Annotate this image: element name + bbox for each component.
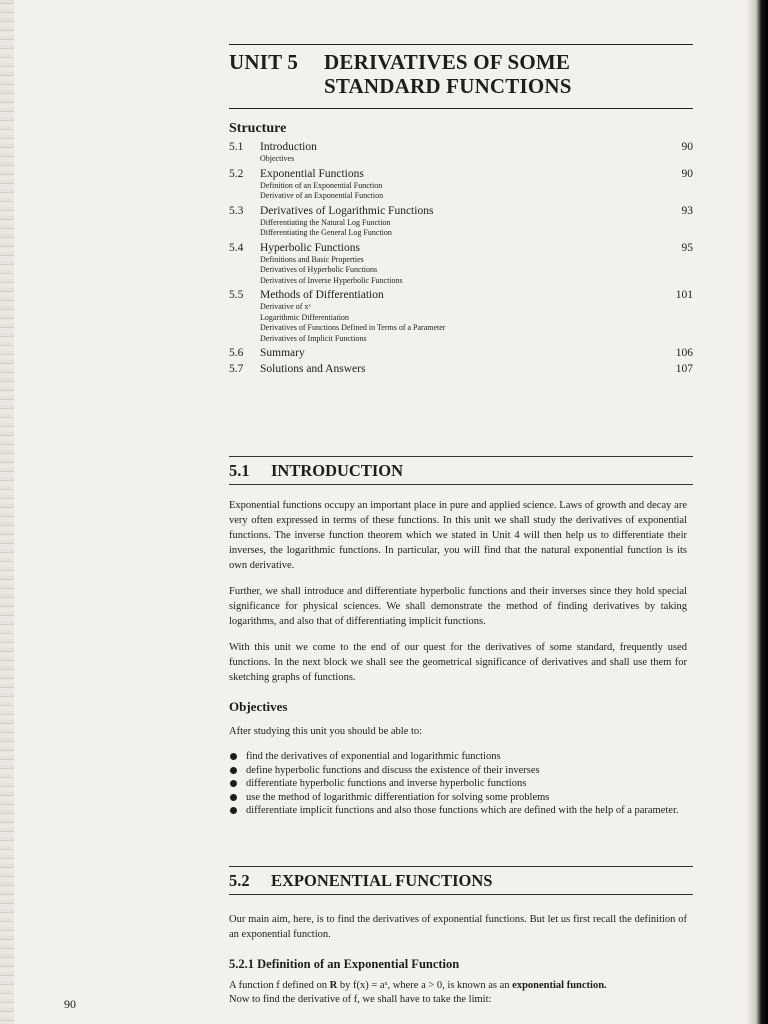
toc-entry-number: 5.5 (229, 289, 244, 301)
toc-entry-title: Hyperbolic Functions (260, 241, 360, 254)
subsection-5-2-1-heading: 5.2.1 Definition of an Exponential Function (229, 957, 460, 971)
toc-entry-page: 90 (681, 167, 693, 180)
bullet-icon (230, 794, 237, 801)
section-5-1-number: 5.1 (229, 461, 250, 480)
toc-subentry: Derivative of xˣ (260, 302, 311, 311)
toc-entry-number: 5.7 (229, 363, 244, 375)
scan-edge-right (746, 0, 768, 1024)
toc-entry-title: Introduction (260, 141, 317, 153)
toc-entry-page: 101 (675, 289, 693, 301)
toc-subentry: Derivatives of Implicit Functions (260, 333, 367, 343)
objective-text: find the derivatives of exponential and logarithmic functions (246, 751, 501, 762)
exponential-intro-paragraph: Our main aim, here, is to find the derivatives of exponential functions. But let us first recall the definition of an exponential function. (229, 914, 687, 940)
objective-item (229, 764, 687, 778)
toc-subentry: Definitions and Basic Properties (260, 254, 364, 264)
intro-paragraph-3: With this unit we come to the end of our quest for the derivatives of some standard, frequently used functions. In the next block we shall see the geometrical significance of derivatives and shall use them for sketching graphs of functions. (229, 642, 687, 683)
toc-entry-page: 90 (681, 141, 693, 153)
scan-edge-left (0, 0, 14, 1024)
objective-item (229, 791, 687, 805)
objective-item (229, 804, 687, 818)
section-5-2-heading (229, 871, 693, 891)
definition-text-b: by f(x) = aˣ, where a > 0, is known as an (337, 980, 513, 991)
toc-entry-number: 5.3 (229, 204, 244, 217)
objectives-intro: After studying this unit you should be able to: (229, 726, 423, 737)
page-number: 90 (64, 997, 76, 1011)
toc-subentry: Differentiating the General Log Function (260, 228, 392, 237)
real-numbers-symbol: R (329, 980, 338, 991)
toc-entry-page: 106 (675, 347, 693, 359)
toc-entry-title: Derivatives of Logarithmic Functions (260, 204, 434, 217)
section-5-1-bottom-rule (229, 484, 693, 485)
toc-entry-number: 5.6 (229, 347, 244, 359)
toc-entry-page: 107 (675, 363, 693, 375)
toc-entry-number: 5.4 (229, 241, 244, 254)
toc-entry (229, 346, 699, 360)
unit-title-bottom-rule (229, 108, 693, 109)
toc-entry-title: Summary (260, 347, 305, 359)
toc-subentry: Derivatives of Inverse Hyperbolic Functions (260, 275, 403, 285)
section-5-2-number: 5.2 (229, 871, 250, 890)
structure-heading: Structure (229, 121, 287, 136)
unit-number: UNIT 5 (229, 50, 299, 74)
section-5-2-bottom-rule (229, 894, 693, 895)
objective-item (229, 777, 687, 791)
objective-text: define hyperbolic functions and discuss the existence of their inverses (246, 764, 540, 776)
toc-entry-title: Solutions and Answers (260, 363, 366, 375)
structure-toc (229, 121, 699, 378)
section-5-2-top-rule (229, 866, 693, 867)
bullet-icon (230, 753, 237, 760)
exponential-function-term: exponential function. (512, 980, 607, 991)
objective-text: differentiate implicit functions and also those functions which are defined with the help of a parameter. (246, 805, 679, 816)
toc-list (229, 140, 699, 378)
unit-title-line-2: STANDARD FUNCTIONS (324, 74, 572, 98)
objective-item (229, 750, 687, 764)
section-5-1-top-rule (229, 456, 693, 457)
section-5-1-title: INTRODUCTION (271, 461, 404, 480)
toc-entry-number: 5.1 (229, 141, 244, 153)
objective-text: use the method of logarithmic differentiation for solving some problems (246, 791, 550, 803)
toc-entry (229, 140, 699, 154)
toc-entry-page: 93 (681, 204, 693, 217)
toc-entry (229, 204, 699, 218)
toc-entry (229, 241, 699, 255)
toc-entry-title: Exponential Functions (260, 167, 364, 180)
toc-entry (229, 362, 699, 376)
definition-text-a: A function f defined on (229, 980, 330, 991)
bullet-icon (230, 807, 237, 814)
toc-subentry: Objectives (260, 154, 295, 163)
objectives-heading: Objectives (229, 699, 288, 714)
toc-entry (229, 288, 699, 302)
toc-subentry: Definition of an Exponential Function (260, 180, 383, 190)
toc-entry-number: 5.2 (229, 167, 244, 180)
objectives-list (229, 750, 687, 818)
bullet-icon (230, 767, 237, 774)
limit-paragraph: Now to find the derivative of f, we shall have to take the limit: (229, 994, 492, 1005)
toc-subentry: Logarithmic Differentiation (260, 312, 349, 322)
toc-entry (229, 167, 699, 181)
toc-entry-page: 95 (681, 241, 693, 254)
objective-text: differentiate hyperbolic functions and inverse hyperbolic functions (246, 778, 527, 789)
toc-subentry: Differentiating the Natural Log Function (260, 217, 391, 227)
unit-heading (229, 50, 693, 98)
toc-entry-title: Methods of Differentiation (260, 289, 384, 301)
section-5-2-title: EXPONENTIAL FUNCTIONS (271, 871, 493, 890)
unit-title-top-rule (229, 44, 693, 45)
section-5-1-heading (229, 461, 693, 481)
unit-title-line-1: DERIVATIVES OF SOME (324, 50, 571, 74)
bullet-icon (230, 780, 237, 787)
definition-paragraph (229, 978, 687, 993)
toc-subentry: Derivatives of Hyperbolic Functions (260, 265, 378, 274)
toc-subentry: Derivatives of Functions Defined in Terms of a Parameter (260, 323, 446, 332)
toc-subentry: Derivative of an Exponential Function (260, 191, 384, 200)
intro-paragraph-2: Further, we shall introduce and differentiate hyperbolic functions and their inverses since they hold special significance for physical sciences. We shall demonstrate the method of finding derivatives by taking logarithms, and also that of differentiating implicit functions. (229, 586, 687, 627)
intro-paragraph-1: Exponential functions occupy an important place in pure and applied science. Laws of growth and decay are very often expressed in terms of these functions. In this unit we shall study the derivatives of exponential functions. The inverse function theorem which we stated in Unit 4 will then help us to differentiate their inverses, the logarithmic functions. In particular, you will find that the natural exponential function is its own derivative. (229, 500, 687, 571)
